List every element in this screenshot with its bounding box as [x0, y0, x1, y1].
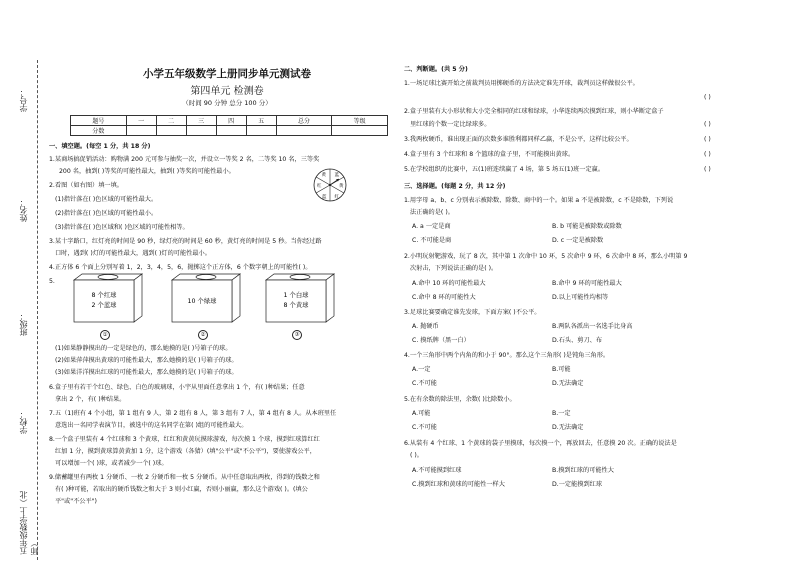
- c1-line2: 法正确的是( )。: [410, 209, 454, 216]
- table-cell: 二: [156, 116, 186, 126]
- box-2: [162, 270, 242, 330]
- q8-line1: 8.一个盒子里装有 4 个红球和 3 个黄球，红红和黄黄玩摸球游戏，每次摸 1 个球，摸到红球算红红: [49, 436, 320, 443]
- box-2-number: ②: [198, 330, 208, 340]
- c1-option-b[interactable]: B. b 可能是被除数或除数: [552, 223, 622, 230]
- table-cell[interactable]: [186, 126, 216, 136]
- score-table: [70, 115, 388, 136]
- c6-line1: 6.从装有 4 个红球、1 个黄球的袋子里摸球，每次摸一个，再放回去，任意摸 20 次。正确的说法是: [404, 440, 677, 447]
- spinner-sector-label: 红: [334, 195, 339, 200]
- q1-line2: 200 名，抽到( )等奖的可能性最大，抽到( )等奖的可能性最小。: [59, 168, 235, 175]
- table-cell: 总分: [276, 116, 332, 126]
- q4-line: 4.正方体 6 个面上分别写着 1，2，3，4，5，6，抛掷这个正方体，6 个数字朝上的可能性( )。: [49, 264, 312, 271]
- c4-option-b[interactable]: B.可能: [552, 366, 571, 373]
- q3-line1: 3.某十字路口，红灯亮的时间是 90 秒，绿灯亮的时间是 60 秒，黄灯亮的时间是 5 秒。当你经过路: [49, 238, 322, 245]
- q2a-line: (1)指针落在( )色区域的可能性最大。: [55, 196, 158, 203]
- c4-option-a[interactable]: A.一定: [412, 366, 431, 373]
- j1-line: 1.一场足球比赛开始之前裁判员用掷硬币的方法决定谁先开球，裁判员这样做很公平。: [404, 80, 639, 87]
- label-school-num: 学号：: [19, 88, 28, 112]
- c3-option-d[interactable]: D.石头、剪刀、布: [552, 337, 603, 344]
- box-3-line2: 8 个黄球: [283, 302, 309, 309]
- j2-line2: 里红球的个数一定比绿球多。: [410, 121, 491, 128]
- c5-option-b[interactable]: B.一定: [552, 410, 571, 417]
- q2c-line: (3)指针落在( )色区域和( )色区域的可能性相等。: [55, 224, 189, 231]
- c4-option-c[interactable]: C.不可能: [412, 380, 437, 387]
- c1-option-a[interactable]: A. a 一定是商: [412, 223, 451, 230]
- table-cell: 四: [216, 116, 246, 126]
- q6-line1: 6.盒子里有若干个红色、绿色、白色的玻璃球，小宇从里面任意拿出 1 个，有( )种结果；任意: [49, 384, 305, 391]
- c5-option-a[interactable]: A.可能: [412, 410, 431, 417]
- q8-line2: 红加 1 分，摸到黄球算黄黄加 1 分，这个游戏（各猜）(填"公平"或"不公平")，要使游戏公平，: [55, 448, 316, 455]
- c5-option-c[interactable]: C.不可能: [412, 424, 437, 431]
- q3-line2: 口时，遇到( )灯的可能性最大，遇到( )灯的可能性最小。: [55, 250, 211, 257]
- table-cell: 题号: [71, 116, 127, 126]
- label-school: 学校：: [19, 410, 28, 434]
- spinner-sector-label: 蓝: [322, 195, 327, 200]
- q5-label: 5.: [49, 278, 55, 285]
- c1-line1: 1.用字母 a、b、c 分别表示被除数、除数、商中的一个。如果 a 不是被除数，c 不是除数，下列说: [404, 197, 674, 204]
- c3-option-b[interactable]: B.两队各派出一名选手比身高: [552, 323, 633, 330]
- q5a-line: (1)如果静静摸出的一定是绿色的，那么她摸的是( )号箱子的球。: [55, 345, 232, 352]
- box-3-line1: 1 个白球: [283, 292, 309, 299]
- cut-line: [37, 60, 38, 560]
- label-grade: 五年级数学上（北师）: [19, 491, 39, 555]
- spinner-sector-label: 蓝: [334, 173, 339, 178]
- c6-line2: ( )。: [410, 452, 423, 459]
- binding-strip: [4, 60, 44, 555]
- table-cell[interactable]: [246, 126, 276, 136]
- time-info: （时间 90 分钟 总分 100 分）: [182, 99, 272, 107]
- table-cell[interactable]: [276, 126, 332, 136]
- q2-line: 2.看图（如右图）填一填。: [49, 182, 123, 189]
- c1-option-c[interactable]: C. 不可能是商: [412, 237, 452, 244]
- box-1-line2: 2 个蓝球: [91, 302, 117, 309]
- box-1-number: ①: [100, 330, 110, 340]
- table-cell: 分数: [71, 126, 127, 136]
- c3-option-c[interactable]: C. 摸纸牌（黑一白）: [412, 337, 470, 344]
- spinner-sector-label: 红: [317, 184, 322, 189]
- j2-line1: 2.盒子里装有大小形状和大小完全相同的红球和绿球，小华连续两次摸到红球，则小华断定盒子: [404, 108, 664, 115]
- q6-line2: 拿出 2 个，有( )种结果。: [55, 396, 126, 403]
- section-fill-blank: 一、填空题。(每空 1 分，共 18 分): [49, 143, 151, 150]
- page-title: 小学五年级数学上册同步单元测试卷: [143, 68, 311, 80]
- c2-option-a[interactable]: A.命中 10 环的可能性最大: [412, 280, 486, 287]
- box-3: [256, 270, 336, 330]
- c6-option-b[interactable]: B.摸到红球的可能性大: [552, 467, 614, 474]
- q1-line1: 1.某商场搞促销活动：购物满 200 元可参与抽奖一次，并设立一等奖 2 名，二等奖 10 名，三等奖: [49, 156, 320, 163]
- q8-line3: 可以增加一个( )球，或者减少一个( )球。: [55, 460, 168, 467]
- spinner-diagram: [313, 168, 347, 202]
- j3-paren: ( ): [704, 136, 711, 143]
- q7-line1: 7.五（1)班有 4 个小组，第 1 组有 9 人，第 2 组有 8 人，第 3 组有 7 人，第 4 组有 8 人。从本班里任: [49, 410, 337, 417]
- c2-option-b[interactable]: B.命中 9 环的可能性最大: [552, 280, 622, 287]
- table-row: [71, 126, 388, 136]
- q9-line3: 平"或"不公平"): [55, 498, 97, 505]
- section-choice: 三、选择题。(每题 2 分，共 12 分): [404, 183, 506, 190]
- table-row: [71, 116, 388, 126]
- j2-paren: ( ): [704, 121, 711, 128]
- box-1-line1: 8 个红球: [91, 292, 117, 299]
- j5-paren: ( ): [704, 166, 711, 173]
- table-cell: 等级: [332, 116, 388, 126]
- q5c-line: (3)如果洋洋摸出红球的可能性最大，那么她摸的是( )号箱子的球。: [55, 369, 238, 376]
- c2-option-c[interactable]: C.命中 8 环的可能性大: [412, 294, 476, 301]
- table-cell[interactable]: [332, 126, 388, 136]
- section-true-false: 二、判断题。(共 5 分): [404, 66, 468, 73]
- q5b-line: (2)如果萍萍摸出黄球的可能性最大，那么她摸的是( )号箱子的球。: [55, 357, 238, 364]
- label-class: 班级：: [19, 312, 28, 336]
- j5-line: 5.在学校组织的比赛中，五(1)班连续赢了 4 场，第 5 场五(1)班一定赢。: [404, 166, 605, 173]
- table-cell: 三: [186, 116, 216, 126]
- q9-line2: 有( )种可能，若取出的硬币钱数之和大于 3 则小红赢，否则小丽赢，那么这个游戏( )。(填公: [55, 486, 308, 493]
- c2-line1: 2.小明玩射靶游戏，玩了 8 次，其中第 1 次命中 10 环，5 次命中 9 环，6 次命中 8 环，那么小明第 9: [404, 253, 688, 260]
- box-3-number: ③: [292, 330, 302, 340]
- box-2-line1: 10 个绿球: [187, 298, 217, 305]
- j1-paren: ( ): [704, 94, 711, 101]
- table-cell[interactable]: [216, 126, 246, 136]
- label-name: 姓名：: [19, 198, 28, 222]
- table-cell[interactable]: [156, 126, 186, 136]
- c1-option-d[interactable]: D. c 一定是被除数: [552, 237, 604, 244]
- q9-line1: 9.储蓄罐里有两枚 1 分硬币、一枚 2 分硬币和一枚 5 分硬币。从中任意取出两枚，得到的钱数之和: [49, 474, 320, 481]
- spinner-sector-label: 黄: [339, 184, 344, 189]
- c6-option-d[interactable]: D.一定能摸到红球: [552, 481, 603, 488]
- spinner-sector-label: 黄: [321, 173, 326, 178]
- c3-option-a[interactable]: A. 抛硬币: [412, 323, 439, 330]
- c5-option-d[interactable]: D.无法确定: [552, 424, 584, 431]
- q7-line2: 意选出一名同学表演节目，被选中的这名同学在第( )组的可能性最大。: [55, 422, 248, 429]
- table-cell: 五: [246, 116, 276, 126]
- q2b-line: (2)指针落在( )色区域的可能性最小。: [55, 210, 158, 217]
- c3-line: 3.足球比赛要确定谁先发球，下面方案( )不公平。: [404, 309, 541, 316]
- box-1: [64, 270, 144, 330]
- c2-option-d[interactable]: D.以上可能性均相等: [552, 294, 609, 301]
- table-cell: 一: [126, 116, 156, 126]
- c6-option-c[interactable]: C.摸到红球和黄球的可能性一样大: [412, 481, 505, 488]
- c4-option-d[interactable]: D.无法确定: [552, 380, 584, 387]
- c4-line: 4.一个三角形中两个内角的和小于 90°。那么这个三角形( )是钝角三角形。: [404, 352, 610, 359]
- c5-line: 5.在有余数的除法里，余数( )比除数小。: [404, 396, 516, 403]
- j4-paren: ( ): [704, 151, 711, 158]
- page-subtitle: 第四单元 检测卷: [190, 86, 264, 97]
- c6-option-a[interactable]: A.不可能摸到红球: [412, 467, 462, 474]
- j3-line: 3.我两枚硬币，谁出现正面的次数多谁胜利都同样乙赢，不是公平，这样比较公平。: [404, 136, 633, 143]
- c2-line2: 次射击，下列说法正确的是( )。: [410, 265, 498, 272]
- j4-line: 4.盒子里有 3 个红球和 8 个篮球的盒子里，不可能摸出黄球。: [404, 151, 575, 158]
- table-cell[interactable]: [126, 126, 156, 136]
